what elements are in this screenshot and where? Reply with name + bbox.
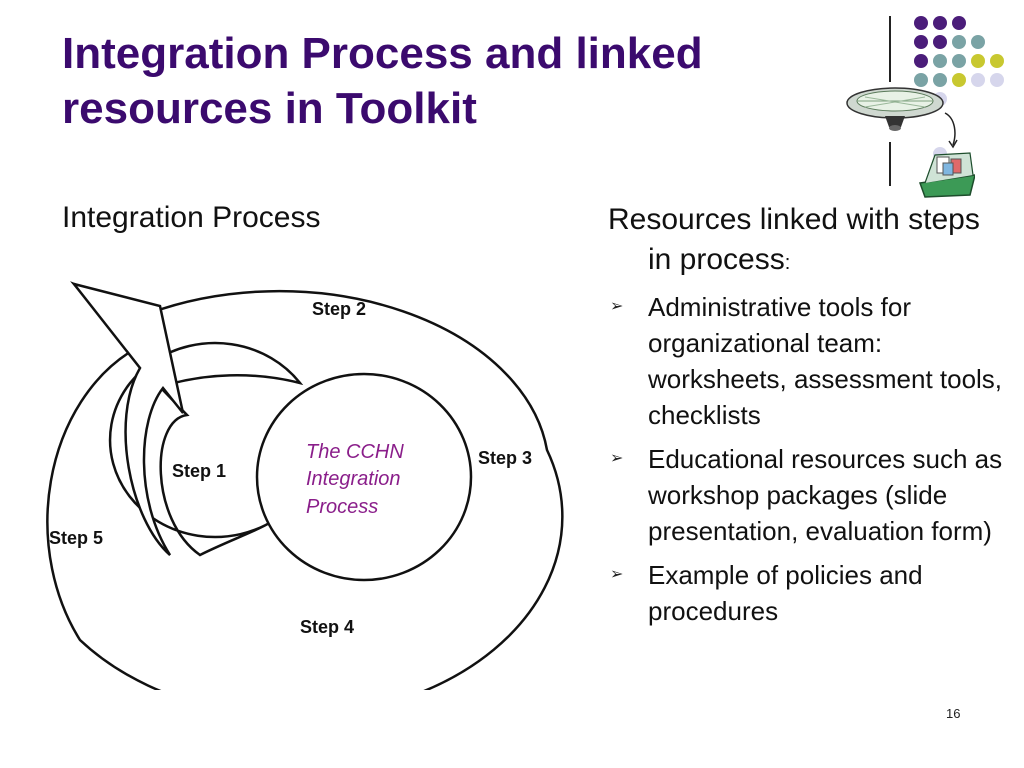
divider-line-top: [889, 16, 891, 82]
decorative-dot: [914, 35, 928, 49]
decorative-dot: [952, 16, 966, 30]
decorative-dot: [952, 35, 966, 49]
decorative-dot: [990, 54, 1004, 68]
step-3-label: Step 3: [478, 448, 533, 468]
decorative-dot: [990, 73, 1004, 87]
decorative-dot: [914, 16, 928, 30]
decorative-dot: [933, 16, 947, 30]
resources-lead-text: Resources linked with steps in process: [608, 203, 980, 276]
page-number: 16: [946, 706, 961, 721]
integration-process-diagram: [0, 270, 600, 690]
bullet-arrow-icon: ➢: [610, 450, 624, 467]
center-label-line-1: The CCHN: [306, 441, 404, 463]
slide-title: Integration Process and linked resources in Toolkit: [62, 29, 703, 133]
decorative-dot: [933, 35, 947, 49]
decorative-dot: [933, 54, 947, 68]
decorative-dot: [952, 54, 966, 68]
resources-panel: [608, 200, 1008, 637]
list-item: [608, 441, 1008, 549]
step-1-label: Step 1: [172, 461, 227, 481]
step-2-label: Step 2: [312, 299, 367, 319]
bullet-arrow-icon: ➢: [610, 298, 624, 315]
center-label-line-3: Process: [306, 496, 379, 518]
step-4-label: Step 4: [300, 617, 355, 637]
decorative-dot: [971, 35, 985, 49]
decorative-dot: [914, 54, 928, 68]
bullet-arrow-icon: ➢: [610, 566, 624, 583]
clipart-illustration: [845, 83, 975, 198]
integration-process-heading: Integration Process: [62, 201, 321, 234]
step-5-label: Step 5: [49, 528, 104, 548]
decorative-dot: [971, 54, 985, 68]
center-label-line-2: Integration: [306, 468, 401, 490]
list-item: [608, 289, 1008, 433]
list-item: [608, 557, 1008, 629]
resources-lead: [608, 200, 1008, 283]
list-item-text: Administrative tools for organizational team: worksheets, assessment tools, checklists: [648, 292, 1003, 430]
list-item-text: Educational resources such as workshop packages (slide presentation, evaluation form): [648, 444, 1003, 546]
resources-lead-colon: :: [784, 252, 791, 274]
resources-list: [608, 289, 1008, 629]
list-item-text: Example of policies and procedures: [648, 560, 923, 626]
